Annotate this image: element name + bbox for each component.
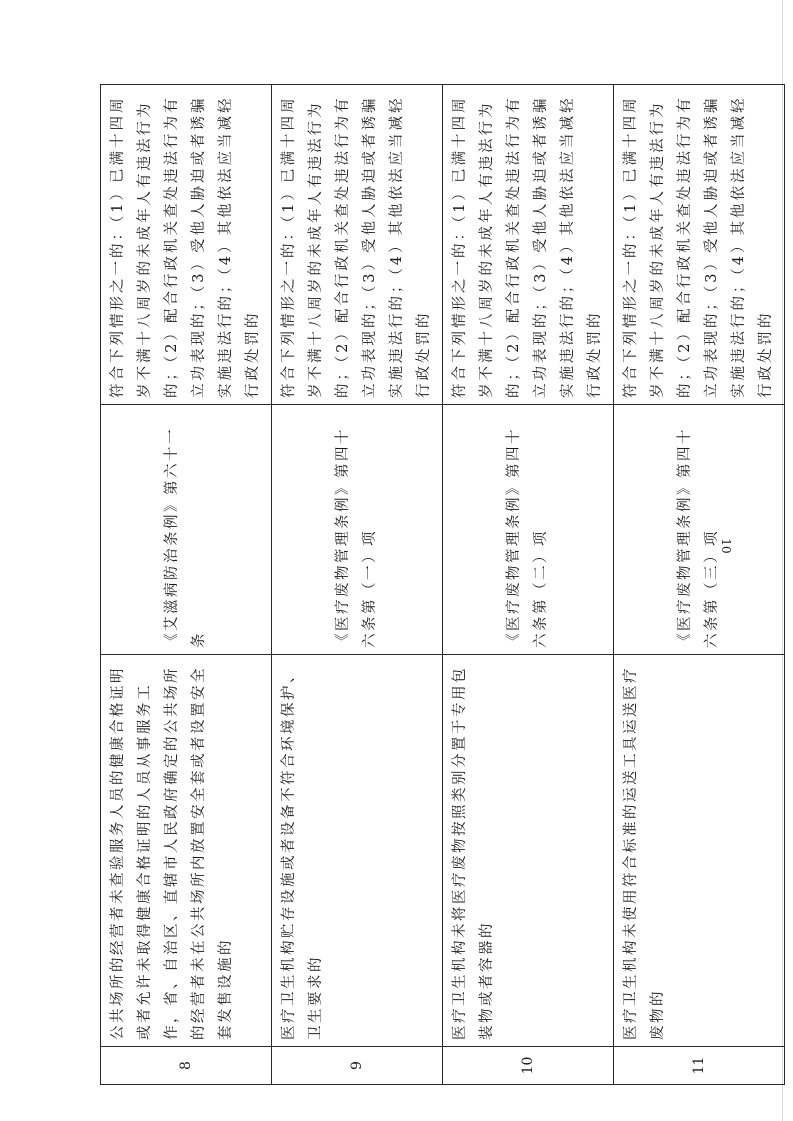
table-row [614,85,785,1085]
rotated-table-container [100,85,774,1085]
table-row [272,85,443,1085]
page-number: 10 [719,538,733,554]
row-number: 9 [272,1047,443,1085]
row-number: 11 [614,1047,785,1085]
mitigation-conditions: 符合下列情形之一的：（1）已满十四周岁不满十八周岁的未成年人有违法行为的；（2）配合行政机关查处违法行为有立功表现的；（3）受他人胁迫或者诱骗实施违法行的；（4）其他依法应当减轻行政处罚的 [101,85,272,405]
violation-description: 医疗卫生机构未将医疗废物按照类别分置于专用包装物或者容器的 [443,655,614,1047]
table-row [101,85,272,1085]
legal-basis: 《医疗废物管理条例》第四十六条第（三）项 [614,405,785,655]
row-number: 10 [443,1047,614,1085]
row-number: 8 [101,1047,272,1085]
table-row [443,85,614,1085]
mitigation-conditions: 符合下列情形之一的：（1）已满十四周岁不满十八周岁的未成年人有违法行为的；（2）配合行政机关查处违法行为有立功表现的；（3）受他人胁迫或者诱骗实施违法行的；（4）其他依法应当减轻行政处罚的 [614,85,785,405]
mitigation-conditions: 符合下列情形之一的：（1）已满十四周岁不满十八周岁的未成年人有违法行为的；（2）配合行政机关查处违法行为有立功表现的；（3）受他人胁迫或者诱骗实施违法行的；（4）其他依法应当减轻行政处罚的 [443,85,614,405]
legal-basis: 《医疗废物管理条例》第四十六条第（二）项 [443,405,614,655]
penalty-table [100,84,785,1085]
violation-description: 医疗卫生机构未使用符合标准的运送工具运送医疗废物的 [614,655,785,1047]
legal-basis: 《医疗废物管理条例》第四十六条第（一）项 [272,405,443,655]
violation-description: 医疗卫生机构贮存设施或者设备不符合环境保护、卫生要求的 [272,655,443,1047]
violation-description: 公共场所的经营者未查验服务人员的健康合格证明或者允许未取得健康合格证明的人员从事服务工作，省、自治区、直辖市人民政府确定的公共场所的经营者未在公共场所内放置安全套或者设置安全套发售设施的 [101,655,272,1047]
legal-basis: 《艾滋病防治条例》第六十一条 [101,405,272,655]
mitigation-conditions: 符合下列情形之一的：（1）已满十四周岁不满十八周岁的未成年人有违法行为的；（2）配合行政机关查处违法行为有立功表现的；（3）受他人胁迫或者诱骗实施违法行的；（4）其他依法应当减轻行政处罚的 [272,85,443,405]
